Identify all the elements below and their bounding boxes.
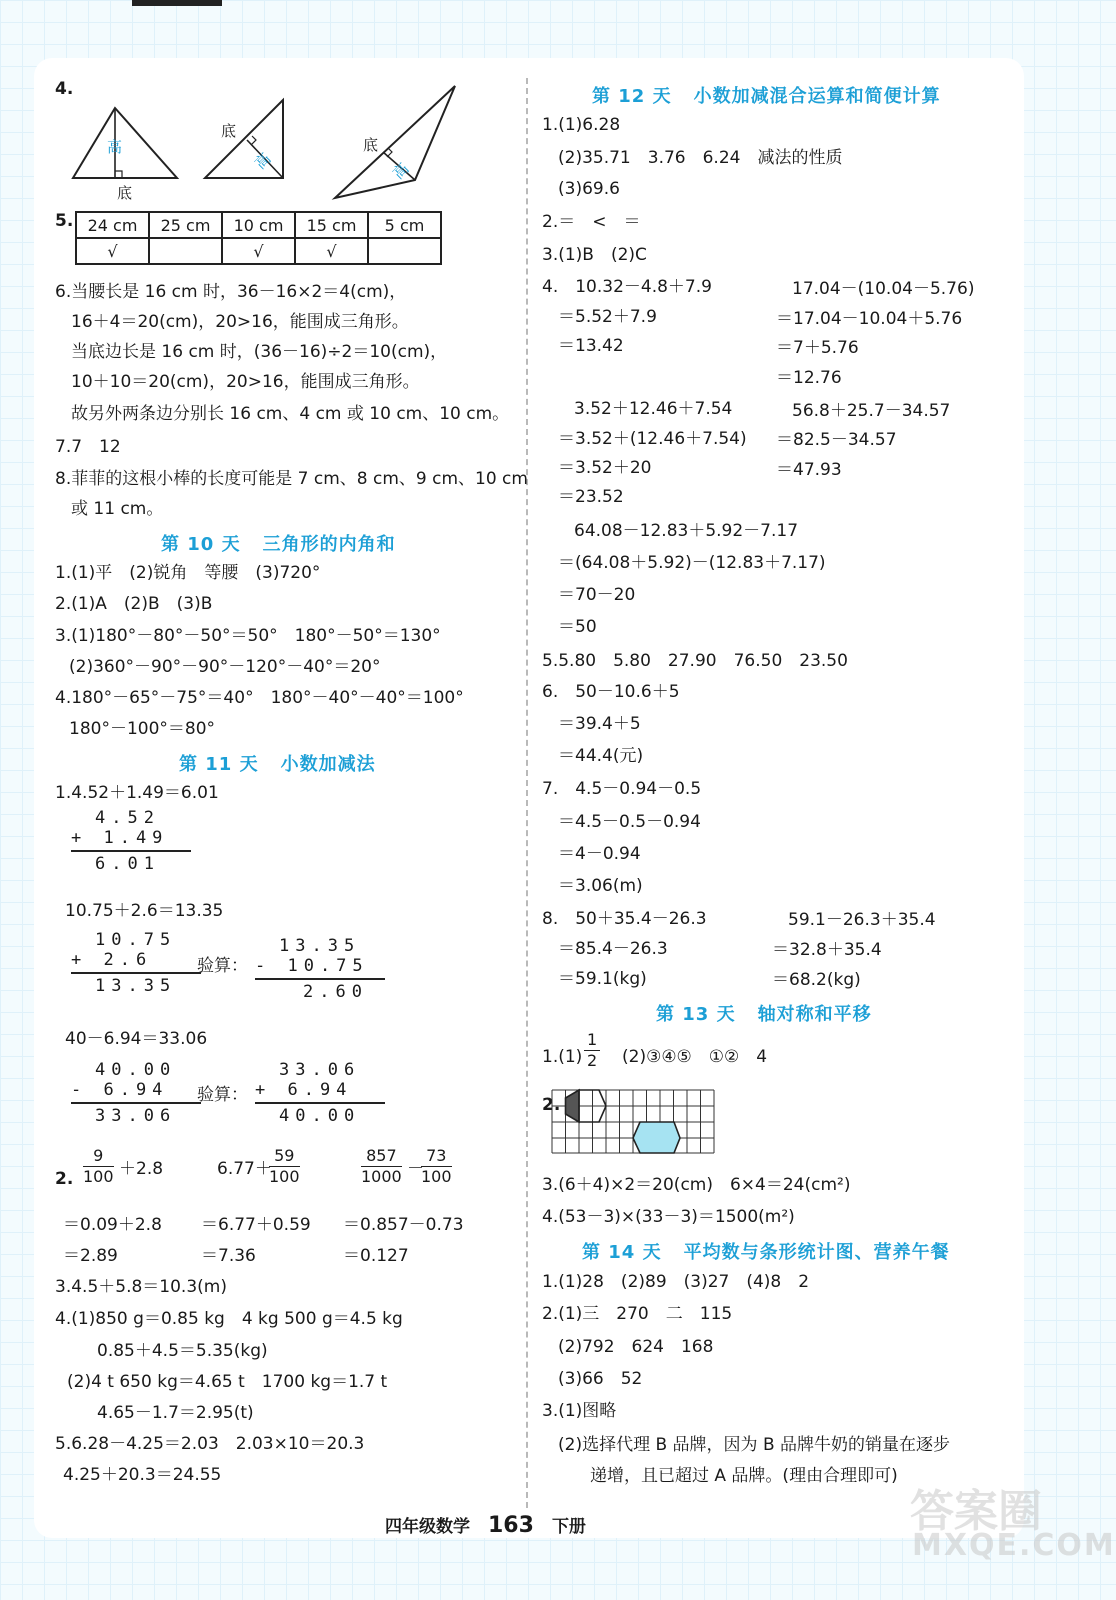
- page-number: 163: [488, 1513, 534, 1538]
- d12-calc: ＝32.8＋35.4: [772, 940, 882, 960]
- d12-line: (2)35.71 3.76 6.24 减法的性质: [558, 148, 843, 168]
- d12-calc: 4. 10.32－4.8＋7.9: [542, 277, 712, 297]
- d14-line: (3)66 52: [558, 1369, 643, 1389]
- q5-header-row: [76, 212, 441, 238]
- d12-calc: ＝4－0.94: [558, 844, 641, 864]
- vcalc-row: - 10.75: [255, 956, 369, 976]
- watermark-logo: 答案圈: [910, 1486, 1042, 1537]
- d11-line: 3.4.5＋5.8＝10.3(m): [55, 1277, 227, 1297]
- triangle-figures: [65, 80, 485, 200]
- vcalc-rule: [255, 978, 385, 980]
- vertical-calc-2: [71, 930, 201, 996]
- d11-line: 4.65－1.7＝2.95(t): [97, 1403, 254, 1423]
- day10-number: 第 10 天: [161, 534, 241, 555]
- d12-line: 3.(1)B (2)C: [542, 245, 647, 265]
- d13-line: 4.(53－3)×(33－3)＝1500(m²): [542, 1207, 795, 1227]
- d12-calc: ＝23.52: [558, 487, 624, 507]
- d12-calc: ＝50: [558, 617, 597, 637]
- q7-line: 7.7 12: [55, 437, 121, 457]
- vertical-calc-5: [255, 1060, 385, 1126]
- triangle-3: [335, 86, 455, 198]
- vcalc-row: 13.35: [279, 936, 361, 956]
- vcalc-row: 4.52: [95, 808, 160, 828]
- d12-calc: ＝(64.08＋5.92)－(12.83＋7.17): [558, 553, 826, 573]
- vcalc-row: 2.60: [303, 982, 368, 1002]
- tri2-base-label: 底: [221, 122, 237, 140]
- d11-line: 10.75＋2.6＝13.35: [65, 901, 224, 921]
- fraction-9-100: [83, 1146, 114, 1187]
- vcalc-row: 13.35: [95, 976, 177, 996]
- d12-calc: ＝7＋5.76: [776, 338, 859, 358]
- q2-expr: －: [407, 1159, 424, 1179]
- translation-grid: [552, 1090, 720, 1154]
- tri1-height-label: 高: [107, 138, 123, 156]
- q5-check: √: [295, 238, 368, 264]
- q2-step: ＝7.36: [201, 1246, 256, 1266]
- d12-calc: ＝17.04－10.04＋5.76: [776, 309, 963, 329]
- d11-line: 5.6.28－4.25＝2.03 2.03×10＝20.3: [55, 1434, 365, 1454]
- fraction-59-100: [269, 1146, 300, 1187]
- vcalc-row: 33.06: [279, 1060, 361, 1080]
- day10-title: 三角形的内角和: [262, 534, 396, 555]
- vcalc-rule: [71, 850, 191, 852]
- d12-calc: ＝13.42: [558, 336, 624, 356]
- watermark-url: MXQE.COM: [912, 1528, 1116, 1563]
- q6-line: 6.当腰长是 16 cm 时，36－16×2＝4(cm)，: [55, 282, 407, 302]
- d14-line: 1.(1)28 (2)89 (3)27 (4)8 2: [542, 1272, 810, 1292]
- d12-calc: ＝4.5－0.5－0.94: [558, 812, 701, 832]
- vcalc-rule: [71, 1102, 201, 1104]
- d10-line: 1.(1)平 (2)锐角 等腰 (3)720°: [55, 563, 321, 583]
- d12-calc: ＝59.1(kg): [558, 969, 647, 989]
- vertical-calc-4: [71, 1060, 201, 1126]
- tri1-base-label: 底: [117, 184, 133, 202]
- vcalc-row: + 1.49: [71, 828, 169, 848]
- triangle-1: [73, 108, 177, 202]
- q6-line: 故另外两条边分别长 16 cm、4 cm 或 10 cm、10 cm。: [71, 404, 510, 424]
- day13-header: [656, 1000, 894, 1026]
- day14-title: 平均数与条形统计图、营养午餐: [683, 1242, 950, 1263]
- q5-check: [149, 238, 222, 264]
- d12-calc: 17.04－(10.04－5.76): [792, 279, 975, 299]
- q6-line: 16＋4＝20(cm)，20>16，能围成三角形。: [71, 312, 409, 332]
- q5-cell: 15 cm: [295, 212, 368, 238]
- d12-calc: 3.52＋12.46＋7.54: [574, 399, 733, 419]
- vcalc-rule: [71, 972, 201, 974]
- footer-grade: 四年级数学: [385, 1517, 470, 1537]
- vcalc-row: 6.01: [95, 854, 160, 874]
- d12-calc: ＝12.76: [776, 368, 842, 388]
- q5-cell: 24 cm: [76, 212, 149, 238]
- q2-expr: ＋2.8: [119, 1159, 164, 1179]
- day13-number: 第 13 天: [656, 1004, 736, 1025]
- d14-line: (2)选择代理 B 品牌，因为 B 品牌牛奶的销量在逐步: [558, 1435, 951, 1455]
- frac-num: 857: [361, 1146, 402, 1167]
- q5-check: √: [76, 238, 149, 264]
- q5-check: [368, 238, 441, 264]
- d10-line: (2)360°－90°－90°－120°－40°＝20°: [69, 657, 381, 677]
- q2-step: ＝6.77＋0.59: [201, 1215, 311, 1235]
- day12-number: 第 12 天: [592, 86, 672, 107]
- d12-calc: 64.08－12.83＋5.92－7.17: [574, 521, 799, 541]
- d12-line: (3)69.6: [558, 179, 620, 199]
- d12-calc: 8. 50＋35.4－26.3: [542, 909, 707, 929]
- q4-label: 4.: [55, 79, 74, 99]
- d12-calc: ＝3.52＋20: [558, 458, 652, 478]
- q8-line: 或 11 cm。: [71, 499, 164, 519]
- d10-line: 2.(1)A (2)B (3)B: [55, 594, 213, 614]
- q2-label: 2.: [542, 1095, 561, 1115]
- fraction-73-100: [421, 1146, 452, 1187]
- q2-step: ＝2.89: [63, 1246, 118, 1266]
- d12-calc: ＝44.4(元): [558, 746, 644, 766]
- d12-calc: ＝5.52＋7.9: [558, 307, 657, 327]
- d12-calc: 7. 4.5－0.94－0.5: [542, 779, 702, 799]
- day14-number: 第 14 天: [582, 1242, 662, 1263]
- triangle-2: [205, 100, 283, 178]
- d11-line: 0.85＋4.5＝5.35(kg): [97, 1341, 268, 1361]
- day11-header: [179, 750, 398, 776]
- d11-line: (2)4 t 650 kg＝4.65 t 1700 kg＝1.7 t: [67, 1372, 388, 1392]
- q5-table: [75, 211, 442, 265]
- q5-check: √: [222, 238, 295, 264]
- d12-calc: ＝3.52＋(12.46＋7.54): [558, 429, 747, 449]
- day14-header: [582, 1238, 972, 1264]
- day13-title: 轴对称和平移: [757, 1004, 872, 1025]
- day12-header: [592, 82, 963, 108]
- frac-den: 100: [269, 1167, 300, 1186]
- fraction-857-1000: [361, 1146, 402, 1187]
- q2-label: 2.: [55, 1169, 74, 1189]
- q2-step: ＝0.857－0.73: [343, 1215, 464, 1235]
- d10-line: 3.(1)180°－80°－50°＝50° 180°－50°＝130°: [55, 626, 441, 646]
- check-label: 验算：: [197, 956, 248, 976]
- d12-calc: ＝47.93: [776, 460, 842, 480]
- footer-volume: 下册: [551, 1517, 586, 1537]
- d11-line: 4.25＋20.3＝24.55: [63, 1465, 222, 1485]
- d12-calc: ＝85.4－26.3: [558, 939, 668, 959]
- d14-line: 2.(1)三 270 二 115: [542, 1304, 733, 1324]
- d12-calc: ＝39.4＋5: [558, 714, 641, 734]
- d12-calc: ＝82.5－34.57: [776, 430, 897, 450]
- d12-calc: ＝68.2(kg): [772, 970, 861, 990]
- d13-line: 3.(6＋4)×2＝20(cm) 6×4＝24(cm²): [542, 1175, 851, 1195]
- frac-num: 73: [421, 1146, 452, 1167]
- frac-den: 100: [421, 1167, 452, 1186]
- q2-step: ＝0.127: [343, 1246, 409, 1266]
- frac-den: 2: [587, 1051, 598, 1070]
- d12-calc: 56.8＋25.7－34.57: [792, 401, 951, 421]
- q8-line: 8.菲菲的这根小棒的长度可能是 7 cm、8 cm、9 cm、10 cm: [55, 469, 528, 489]
- q6-line: 当底边长是 16 cm 时，(36－16)÷2＝10(cm)，: [71, 342, 448, 362]
- q5-label: 5.: [55, 211, 74, 231]
- d12-line: 2.＝ < ＝: [542, 212, 641, 232]
- q2-expr: 6.77＋: [217, 1159, 272, 1179]
- d12-line: 1.(1)6.28: [542, 115, 621, 135]
- frac-num: 9: [83, 1146, 114, 1167]
- vcalc-row: + 6.94: [255, 1080, 353, 1100]
- original-shape-dark: [566, 1090, 580, 1122]
- day12-title: 小数加减混合运算和简便计算: [693, 86, 941, 107]
- fraction-1-2: [584, 1030, 600, 1071]
- vcalc-row: 10.75: [95, 930, 177, 950]
- vertical-calc-3: [255, 936, 385, 1002]
- frac-num: 59: [269, 1146, 300, 1167]
- day10-header: [161, 530, 418, 556]
- vertical-calc-1: [71, 808, 191, 874]
- q2-step: ＝0.09＋2.8: [63, 1215, 162, 1235]
- vcalc-row: 40.00: [279, 1106, 361, 1126]
- d13-line: (2)③④⑤ ①② 4: [622, 1047, 768, 1067]
- d14-line: (2)792 624 168: [558, 1337, 714, 1357]
- day11-number: 第 11 天: [179, 754, 259, 775]
- check-label: 验算：: [197, 1085, 248, 1105]
- translated-shape: [633, 1122, 680, 1153]
- frac-den: 100: [83, 1167, 114, 1186]
- d12-calc: 59.1－26.3＋35.4: [788, 910, 936, 930]
- q5-mark-row: [76, 238, 441, 264]
- d11-line: 1.4.52＋1.49＝6.01: [55, 783, 219, 803]
- tri3-base-label: 底: [363, 136, 379, 154]
- d11-line: 40－6.94＝33.06: [65, 1029, 208, 1049]
- q5-cell: 10 cm: [222, 212, 295, 238]
- vcalc-row: + 2.6: [71, 950, 153, 970]
- d12-calc: 6. 50－10.6＋5: [542, 682, 680, 702]
- d12-calc: ＝70－20: [558, 585, 636, 605]
- top-edge-bar: [132, 0, 222, 6]
- vcalc-rule: [255, 1102, 385, 1104]
- d13-line: 1.(1): [542, 1047, 583, 1067]
- d12-line: 5.5.80 5.80 27.90 76.50 23.50: [542, 651, 848, 671]
- vcalc-row: 33.06: [95, 1106, 177, 1126]
- d11-line: 4.(1)850 g＝0.85 kg 4 kg 500 g＝4.5 kg: [55, 1309, 403, 1329]
- column-divider: [526, 78, 528, 1508]
- q6-line: 10＋10＝20(cm)，20>16，能围成三角形。: [71, 372, 420, 392]
- vcalc-row: - 6.94: [71, 1080, 169, 1100]
- d10-line: 180°－100°＝80°: [69, 719, 216, 739]
- d12-calc: ＝3.06(m): [558, 876, 643, 896]
- tri3-height-label: 高: [389, 159, 413, 183]
- d14-line: 递增，且已超过 A 品牌。(理由合理即可): [590, 1466, 898, 1486]
- frac-den: 1000: [361, 1167, 402, 1186]
- q5-cell: 5 cm: [368, 212, 441, 238]
- tri2-height-label: 高: [251, 149, 275, 173]
- vcalc-row: 40.00: [95, 1060, 177, 1080]
- frac-num: 1: [584, 1030, 600, 1051]
- d14-line: 3.(1)图略: [542, 1401, 617, 1421]
- q5-cell: 25 cm: [149, 212, 222, 238]
- day11-title: 小数加减法: [280, 754, 376, 775]
- d10-line: 4.180°－65°－75°＝40° 180°－40°－40°＝100°: [55, 688, 464, 708]
- page-footer: [385, 1512, 586, 1538]
